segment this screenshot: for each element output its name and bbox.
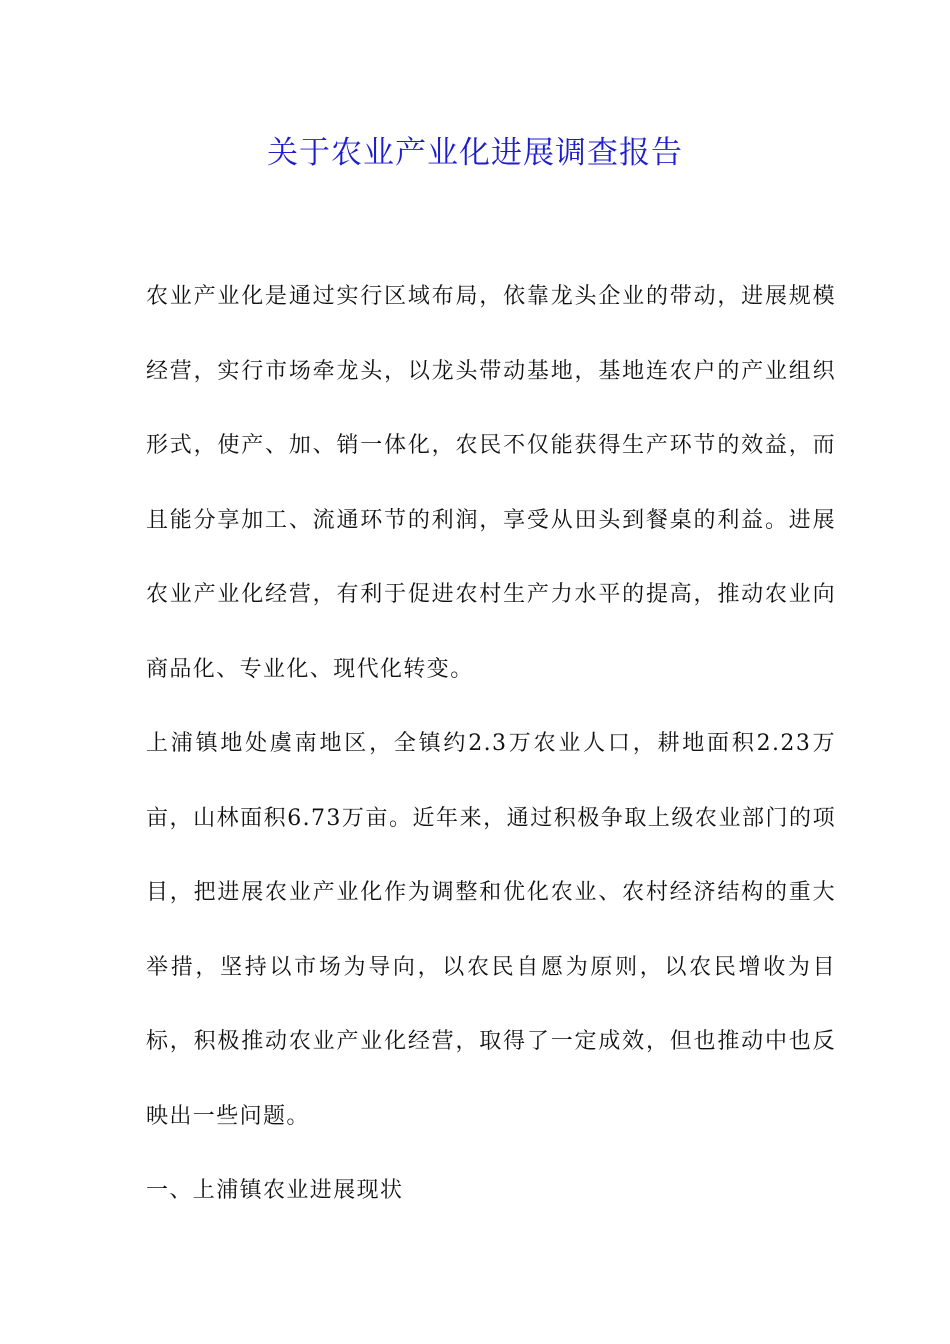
document-body <box>146 260 836 1229</box>
paragraph-intro: 农业产业化是通过实行区域布局，依靠龙头企业的带动，进展规模经营，实行市场牵龙头，以龙头带动基地，基地连农户的产业组织形式，使产、加、销一体化，农民不仅能获得生产环节的效益，而且能分享加工、流通环节的利润，享受从田头到餐桌的利益。进展农业产业化经营，有利于促进农村生产力水平的提高，推动农业向商品化、专业化、现代化转变。 <box>146 284 836 682</box>
document-title: 关于农业产业化进展调查报告 <box>267 135 683 171</box>
section-heading: 一、上浦镇农业进展现状 <box>146 1178 404 1203</box>
paragraph-town-overview: 上浦镇地处虞南地区，全镇约2.3万农业人口，耕地面积2.23万亩，山林面积6.73万亩。近年来，通过积极争取上级农业部门的项目，把进展农业产业化作为调整和优化农业、农村经济结构的重大举措，坚持以市场为导向，以农民自愿为原则，以农民增收为目标，积极推动农业产业化经营，取得了一定成效，但也推动中也反映出一些问题。 <box>146 731 836 1129</box>
